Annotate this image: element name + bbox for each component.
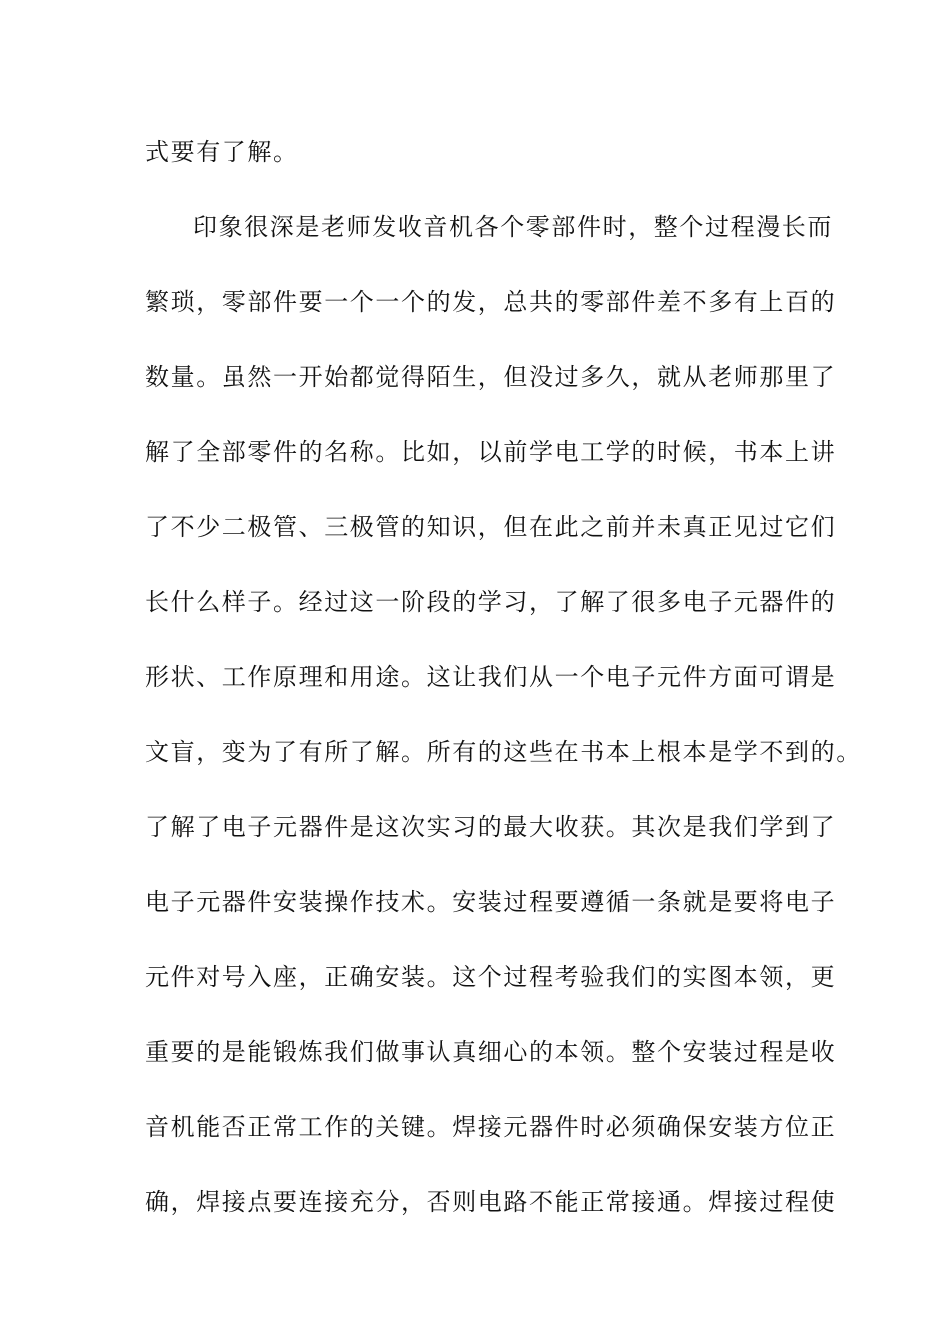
text-line: 电子元器件安装操作技术。安装过程要遵循一条就是要将电子 bbox=[145, 888, 837, 916]
text-line: 了不少二极管、三极管的知识，但在此之前并未真正见过它们 bbox=[145, 513, 837, 541]
text-line: 解了全部零件的名称。比如，以前学电工学的时候，书本上讲 bbox=[145, 438, 837, 466]
text-line: 形状、工作原理和用途。这让我们从一个电子元件方面可谓是 bbox=[145, 663, 837, 691]
text-line: 文盲，变为了有所了解。所有的这些在书本上根本是学不到的。 bbox=[145, 738, 862, 766]
text-line: 繁琐，零部件要一个一个的发，总共的零部件差不多有上百的 bbox=[145, 288, 837, 316]
text-line: 确，焊接点要连接充分，否则电路不能正常接通。焊接过程使 bbox=[145, 1188, 837, 1216]
text-line: 长什么样子。经过这一阶段的学习，了解了很多电子元器件的 bbox=[145, 588, 837, 616]
text-line: 重要的是能锻炼我们做事认真细心的本领。整个安装过程是收 bbox=[145, 1038, 837, 1066]
text-line: 式要有了解。 bbox=[145, 138, 299, 166]
text-line: 了解了电子元器件是这次实习的最大收获。其次是我们学到了 bbox=[145, 813, 837, 841]
text-line: 数量。虽然一开始都觉得陌生，但没过多久，就从老师那里了 bbox=[145, 363, 837, 391]
body-text bbox=[145, 130, 862, 1255]
text-line: 元件对号入座，正确安装。这个过程考验我们的实图本领，更 bbox=[145, 963, 837, 991]
text-line: 音机能否正常工作的关键。焊接元器件时必须确保安装方位正 bbox=[145, 1113, 837, 1141]
paragraph-first-line: 印象很深是老师发收音机各个零部件时，整个过程漫长而 bbox=[193, 213, 833, 241]
